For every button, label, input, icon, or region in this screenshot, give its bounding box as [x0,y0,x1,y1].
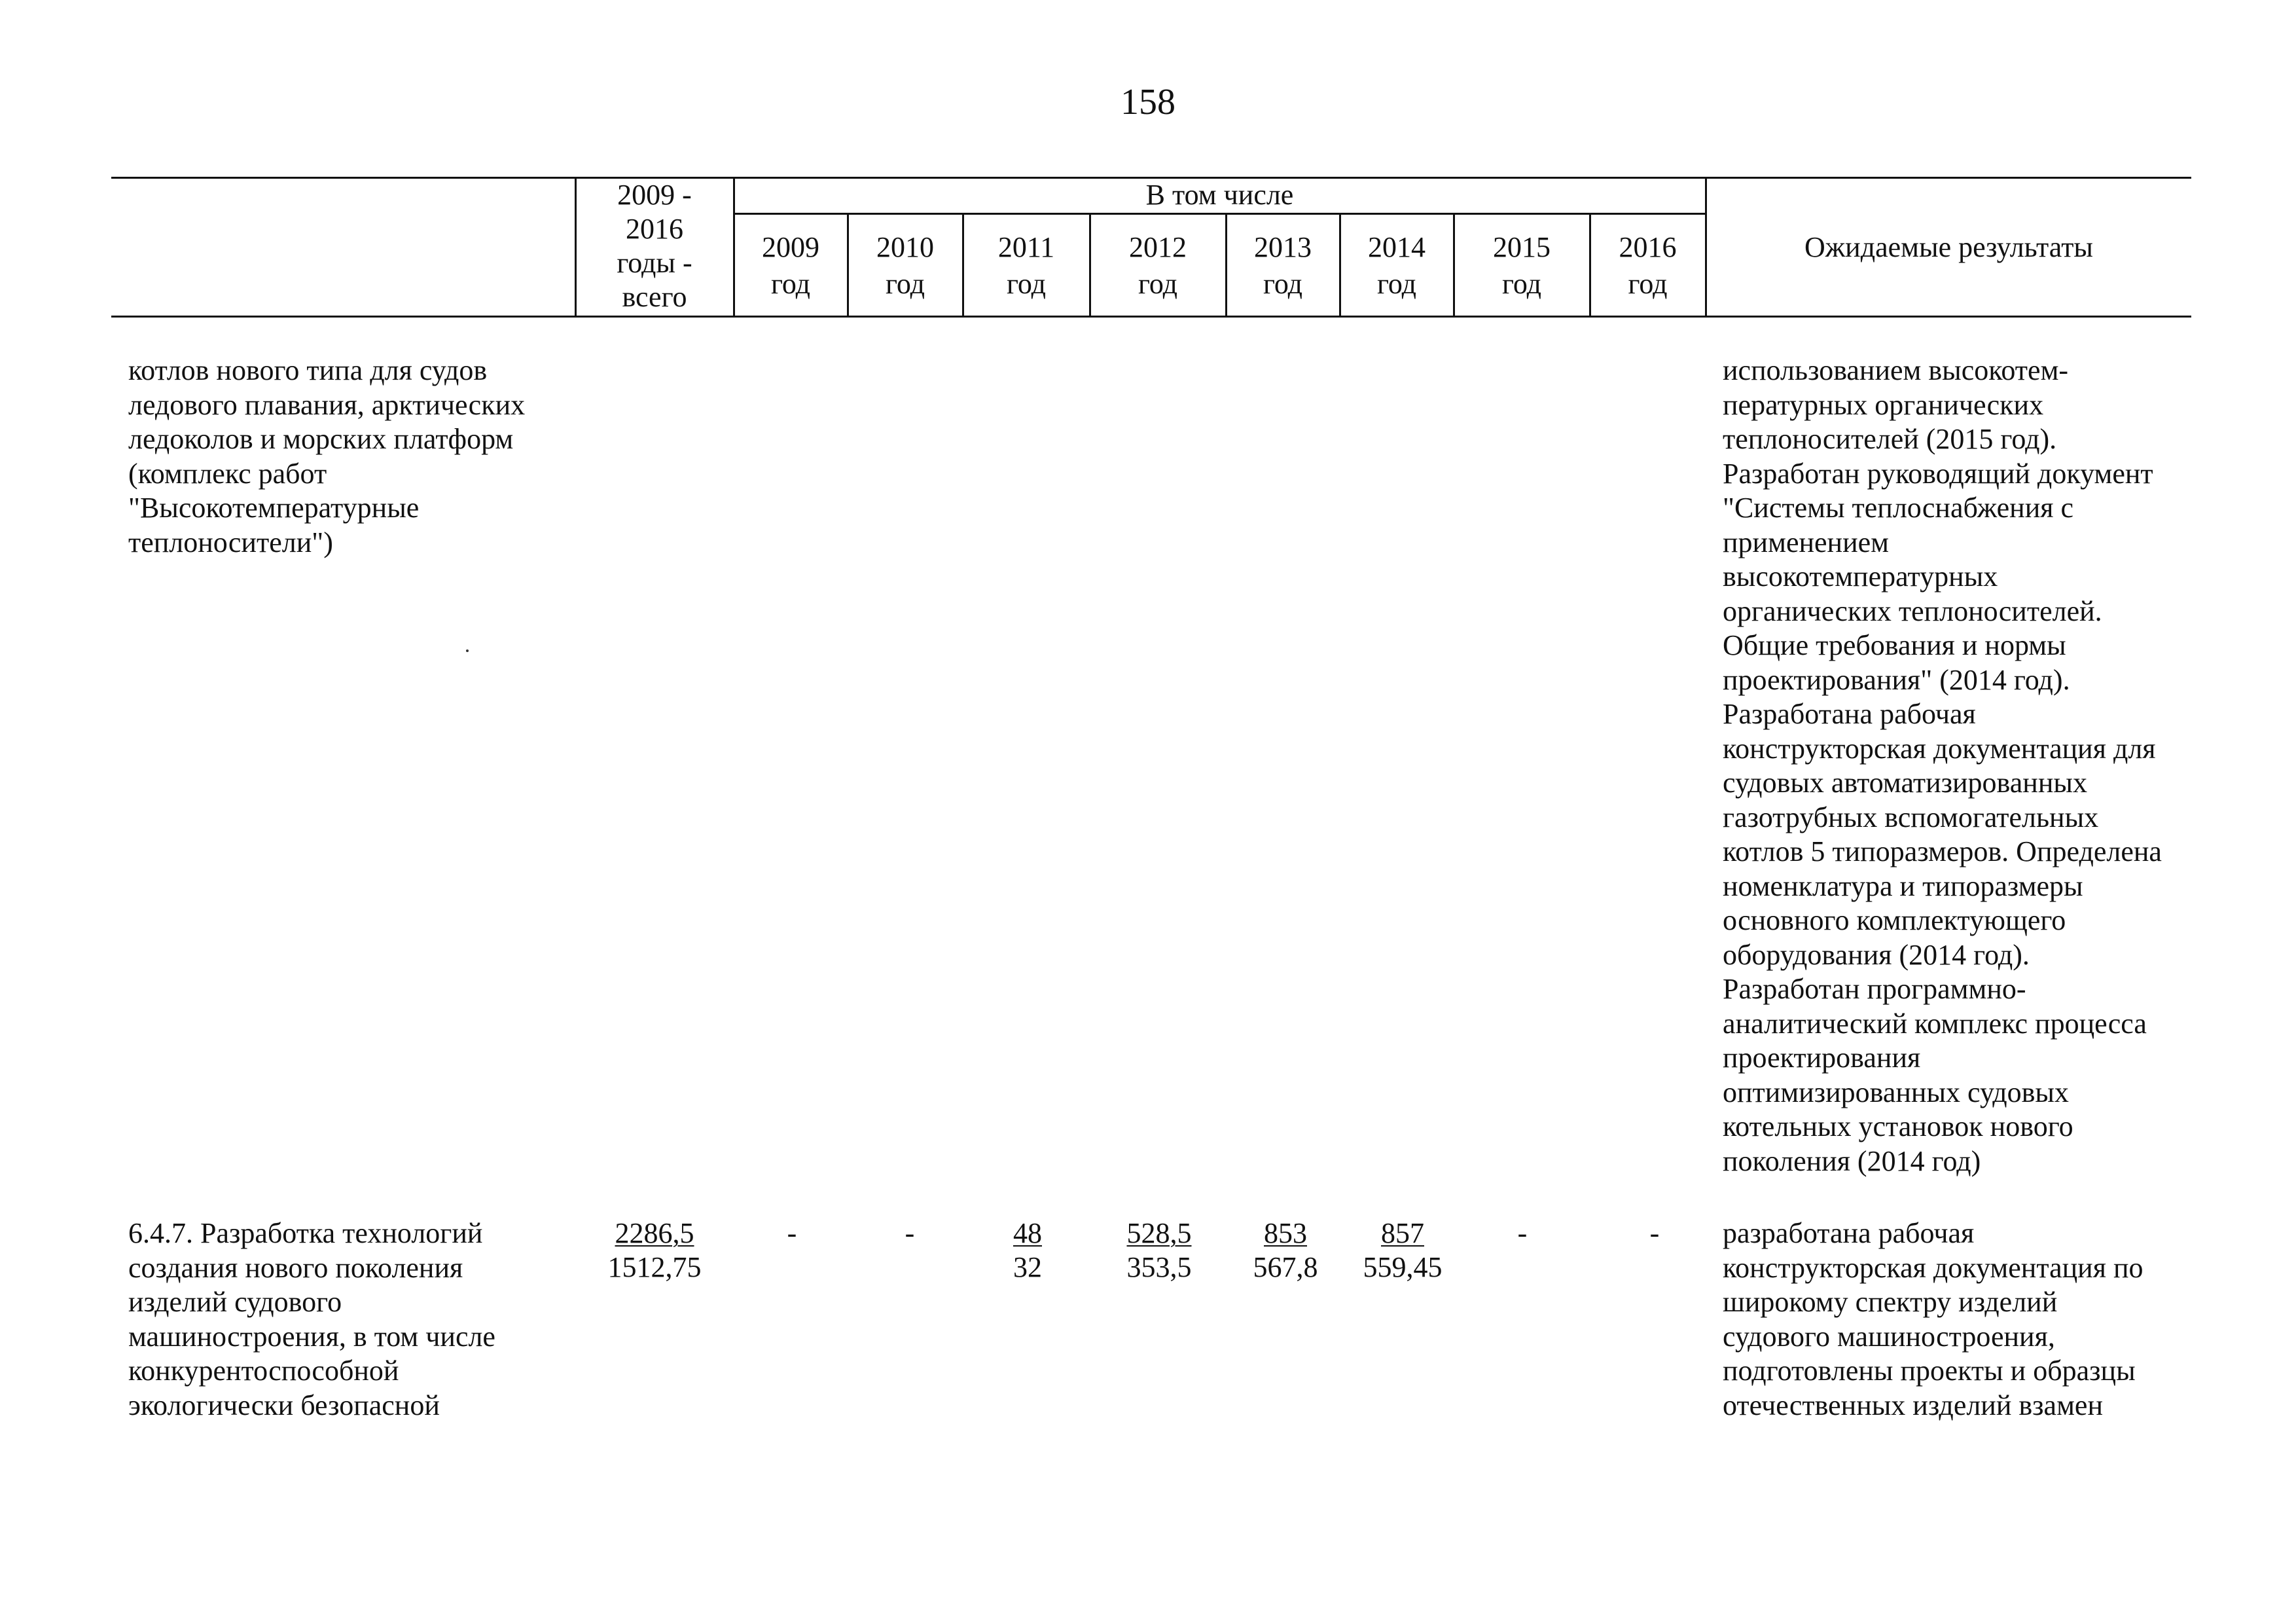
row-647-y2011-top-value: 48 [1013,1217,1042,1249]
header-year-2013: 2013 год [1254,231,1312,300]
header-year-2010: 2010 год [876,231,934,300]
row-647-y2014-top [1342,1216,1463,1251]
header-year-2011: 2011 год [997,231,1055,300]
header-year-2015: 2015 год [1493,231,1551,300]
row-647-description: 6.4.7. Разработка технологий создания нового поколения изделий судового машиностроения, в том числе конкурентоспособной экологически безопасной [128,1217,495,1421]
row-continued-description: котлов нового типа для судов ледового плавания, арктических ледоколов и морских платформ (комплекс работ "Высокотемпературные теплоносители") [128,354,526,558]
page-number: 158 [1121,82,1175,122]
row-647-y2012-top [1097,1216,1221,1251]
row-647-total-top [589,1216,720,1251]
row-647-results: разработана рабочая конструкторская документация по широкому спектру изделий судового машиностроения, подготовлены проекты и образцы отечественных изделий взамен [1723,1217,2144,1421]
header-year-2016: 2016 год [1619,231,1677,300]
row-647-y2009: - [787,1217,797,1249]
row-647-y2012-top-value: 528,5 [1126,1217,1192,1249]
row-647-y2013-bottom: 567,8 [1253,1251,1318,1283]
row-647-y2015: - [1517,1217,1528,1249]
header-year-2009: 2009 год [762,231,819,300]
row-647-y2016: - [1649,1217,1660,1249]
row-647-total-top-value: 2286,5 [615,1217,694,1249]
row-647-y2013-top [1228,1216,1343,1251]
header-year-2014: 2014 год [1368,231,1426,300]
header-year-2012: 2012 год [1129,231,1187,300]
row-647-y2012-bottom: 353,5 [1126,1251,1192,1283]
row-continued-results: использованием высокотем- пературных органических теплоносителей (2015 год). Разработан руководящий документ "Системы теплоснабжения с применением высокотемпературных органических теплоносителей. Общие требования и нормы проектирования" (2014 год). Разработана рабочая конструкторская документация для судовых автоматизированных газотрубных вспомогательных котлов 5 типоразмеров. Определена номенклатура и типоразмеры основного комплектующего оборудования (2014 год). Разработан программно- аналитический комплекс процесса проектирования оптимизированных судовых котельных установок нового поколения (2014 год) [1723,354,2162,1177]
group-header-rule [733,213,1705,215]
header-total: 2009 - 2016 годы - всего [617,179,692,313]
stray-mark [466,649,469,652]
row-647-y2014-bottom: 559,45 [1363,1251,1443,1283]
row-647-y2011-top [969,1216,1086,1251]
row-647-total-bottom: 1512,75 [607,1251,702,1283]
row-647-y2014-top-value: 857 [1381,1217,1424,1249]
header-group-label: В том числе [1145,179,1294,211]
row-647-y2010: - [905,1217,915,1249]
row-647-y2013-top-value: 853 [1264,1217,1307,1249]
row-647-y2011-bottom: 32 [1013,1251,1042,1283]
header-bottom-rule [111,316,2191,318]
header-results: Ожидаемые результаты [1804,231,2093,263]
